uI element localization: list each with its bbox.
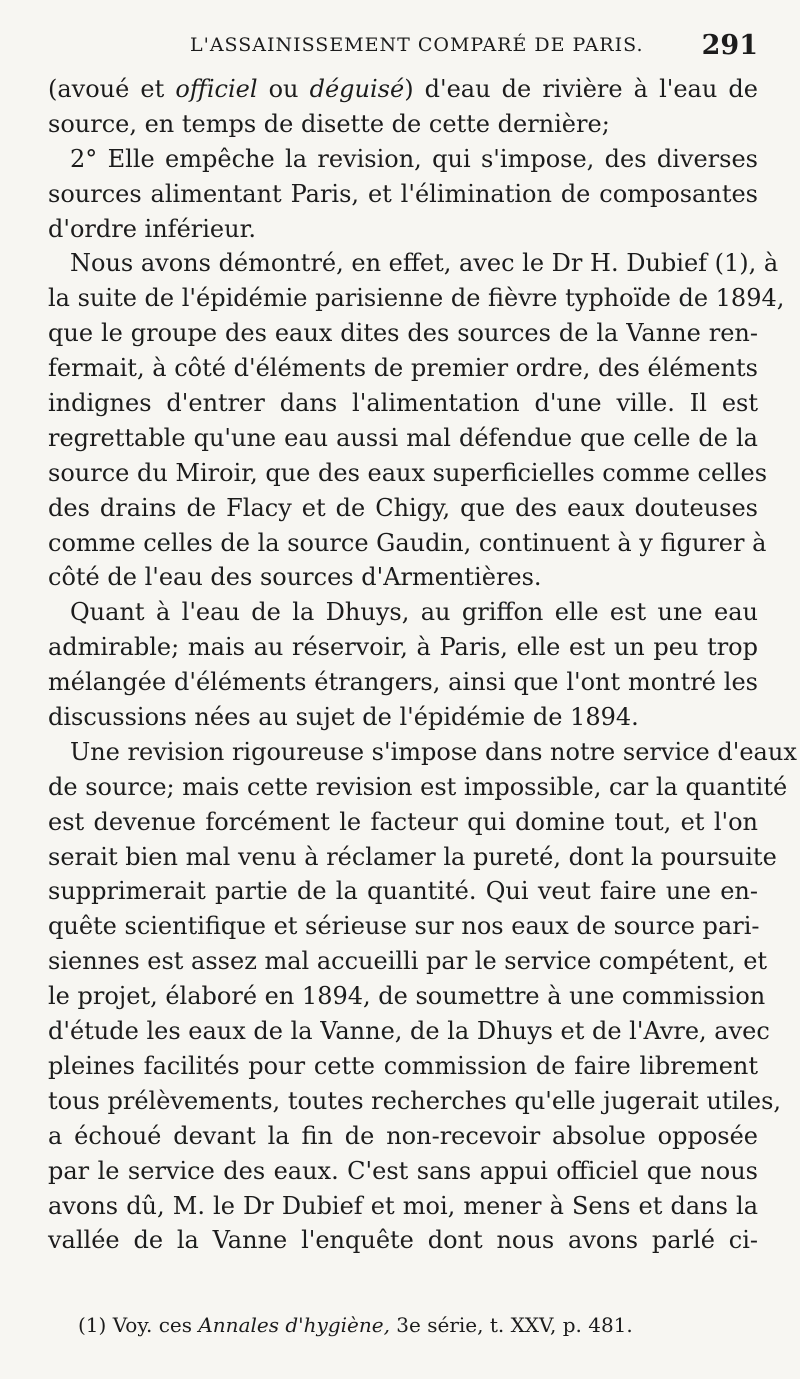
text-line: par le service des eaux. C'est sans appui officiel que nous	[48, 1156, 758, 1185]
body-text	[48, 72, 797, 1258]
text-line: quête scientifique et sérieuse sur nos eaux de source pari-	[48, 912, 760, 941]
text-line: d'ordre inférieur.	[48, 214, 257, 243]
text-line: est devenue forcément le facteur qui domine tout, et l'on	[48, 807, 758, 836]
text-line: fermait, à côté d'éléments de premier ordre, des éléments	[48, 354, 758, 383]
text-line: le projet, élaboré en 1894, de soumettre à une commission	[48, 982, 766, 1011]
text-line: admirable; mais au réservoir, à Paris, elle est un peu trop	[48, 633, 758, 662]
text-line: regrettable qu'une eau aussi mal défendue que celle de la	[48, 423, 758, 452]
page-header	[40, 30, 760, 70]
text-line: serait bien mal venu à réclamer la pureté, dont la poursuite	[48, 842, 777, 871]
text-line: a échoué devant la fin de non-recevoir absolue opposée	[48, 1121, 758, 1150]
text-line: Nous avons démontré, en effet, avec le Dr H. Dubief (1), à	[70, 249, 779, 278]
text-line: 2° Elle empêche la revision, qui s'impose, des diverses	[70, 144, 758, 173]
footnote-journal-title: Annales d'hygiène,	[198, 1313, 390, 1337]
text-line: siennes est assez mal accueilli par le service compétent, et	[48, 947, 768, 976]
text-line: d'étude les eaux de la Vanne, de la Dhuys et de l'Avre, avec	[48, 1017, 770, 1046]
footnote-suffix: 3e série, t. XXV, p. 481.	[389, 1313, 633, 1337]
text-line: de source; mais cette revision est impossible, car la quantité	[48, 772, 788, 801]
text-line: sources alimentant Paris, et l'élimination de composantes	[48, 179, 758, 208]
text-line: tous prélèvements, toutes recherches qu'elle jugerait utiles,	[48, 1086, 782, 1115]
text-line: que le groupe des eaux dites des sources de la Vanne ren-	[48, 319, 758, 348]
text-line: discussions nées au sujet de l'épidémie de 1894.	[48, 703, 639, 732]
text-line: vallée de la Vanne l'enquête dont nous avons parlé ci-	[48, 1226, 758, 1255]
text-line: source du Miroir, que des eaux superficielles comme celles	[48, 458, 768, 487]
text-line: mélangée d'éléments étrangers, ainsi que l'ont montré les	[48, 668, 758, 697]
text-line: pleines facilités pour cette commission de faire librement	[48, 1051, 758, 1080]
text-line: Quant à l'eau de la Dhuys, au griffon elle est une eau	[70, 598, 758, 627]
footnote-prefix: (1) Voy. ces	[78, 1313, 199, 1337]
italic-word: déguisé	[309, 75, 405, 103]
text-line: Une revision rigoureuse s'impose dans notre service d'eaux	[70, 737, 797, 766]
text-line: source, en temps de disette de cette dernière;	[48, 109, 610, 138]
footnote	[78, 1313, 633, 1337]
text-line: côté de l'eau des sources d'Armentières.	[48, 563, 542, 592]
text-line: la suite de l'épidémie parisienne de fièvre typhoïde de 1894,	[48, 284, 785, 313]
running-title: L'ASSAINISSEMENT COMPARÉ DE PARIS.	[190, 34, 644, 56]
text-line: supprimerait partie de la quantité. Qui veut faire une en-	[48, 877, 758, 906]
text-line: comme celles de la source Gaudin, continuent à y figurer à	[48, 528, 767, 557]
text-line: (avoué et officiel ou déguisé) d'eau de rivière à l'eau de	[48, 75, 758, 103]
text-line: des drains de Flacy et de Chigy, que des eaux douteuses	[48, 493, 758, 522]
italic-word: officiel	[175, 75, 258, 103]
text-line: indignes d'entrer dans l'alimentation d'une ville. Il est	[48, 389, 758, 418]
text-line: avons dû, M. le Dr Dubief et moi, mener à Sens et dans la	[48, 1191, 758, 1220]
page-number: 291	[701, 30, 758, 61]
